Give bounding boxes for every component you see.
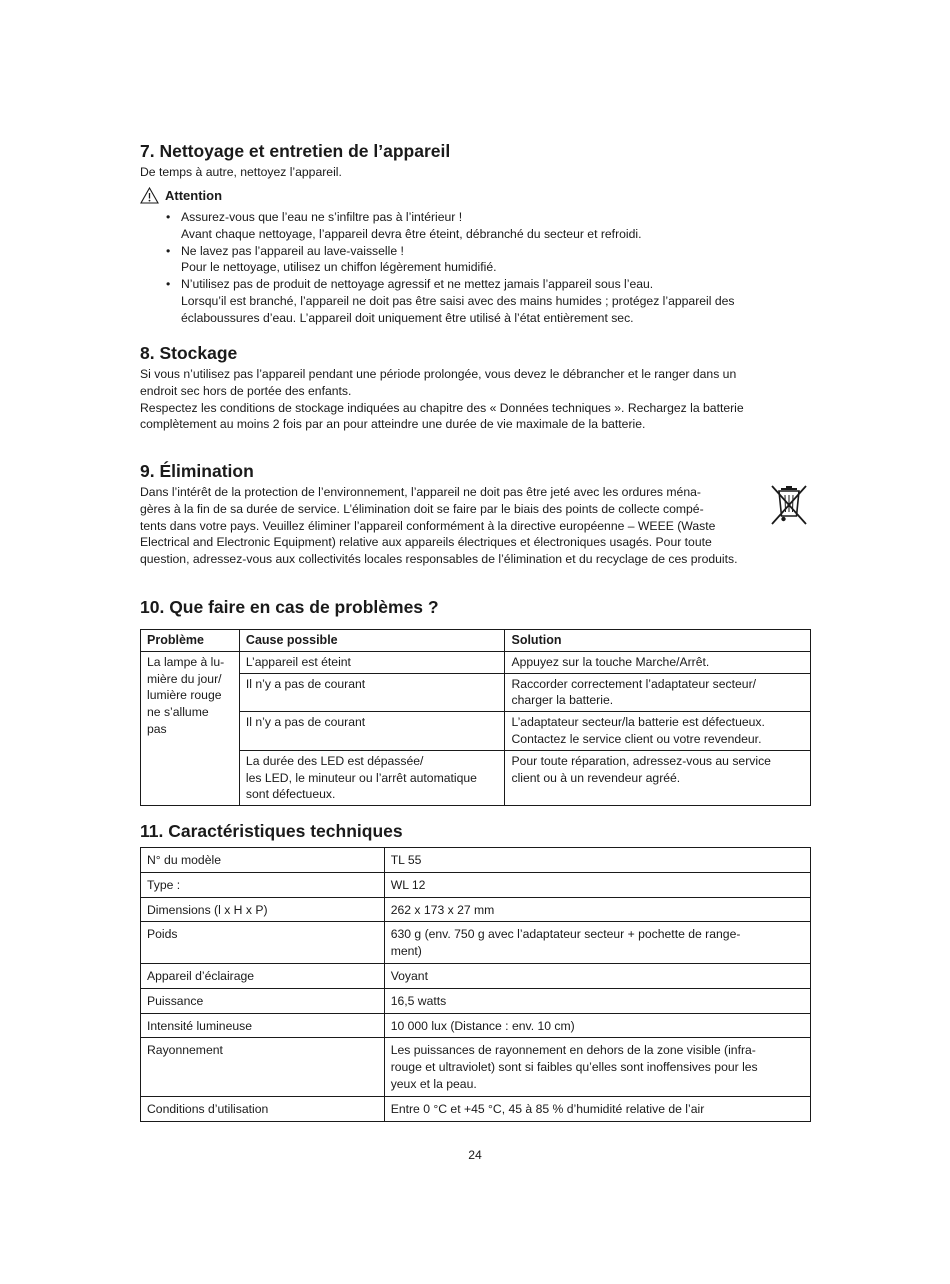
section-10-title: 10. Que faire en cas de problèmes ? — [140, 597, 439, 617]
attention-label: Attention — [165, 188, 223, 203]
cell-line: La durée des LED est dépassée/ — [245, 753, 424, 768]
cell-line: charger la batterie. — [511, 693, 614, 708]
spec-label-cell: Dimensions (l x H x P) — [141, 897, 385, 922]
cell-line: L’appareil est éteint — [245, 654, 351, 669]
table-row — [141, 848, 811, 873]
list-item — [140, 276, 734, 326]
text-line: Dans l’intérêt de la protection de l’environnement, l’appareil ne doit pas être jeté avec les ordures ména- — [140, 485, 701, 499]
cell-line: client ou à un revendeur agréé. — [511, 770, 681, 785]
text-line: Respectez les conditions de stockage indiquées au chapitre des « Données techniques ». Rechargez la batterie — [140, 400, 744, 415]
cell-line: WL 12 — [390, 877, 426, 892]
bullet-line: • Assurez-vous que l’eau ne s’infiltre pas à l’intérieur ! — [181, 210, 463, 224]
cell-line: les LED, le minuteur ou l’arrêt automatique — [245, 770, 477, 785]
cause-cell — [239, 712, 505, 751]
table-row — [141, 712, 811, 751]
cause-cell — [239, 673, 505, 712]
spec-value-cell — [384, 848, 810, 873]
cell-line: yeux et la peau. — [390, 1076, 477, 1091]
attention-list — [140, 209, 734, 327]
cause-cell — [239, 651, 505, 673]
cell-line: La lampe à lu- — [147, 654, 225, 669]
page-number: 24 — [468, 1148, 482, 1162]
bullet-line: • Ne lavez pas l’appareil au lave-vaisselle ! — [181, 243, 404, 258]
section-7-title: 7. Nettoyage et entretien de l’appareil — [140, 141, 451, 161]
spec-label-cell: Conditions d’utilisation — [141, 1096, 385, 1121]
spec-value-cell — [384, 1013, 810, 1038]
cell-line: Contactez le service client ou votre revendeur. — [511, 731, 762, 746]
spec-label-cell: Poids — [141, 922, 385, 964]
cell-line: TL 55 — [390, 853, 422, 867]
spec-label-cell: Intensité lumineuse — [141, 1013, 385, 1038]
table-row — [141, 897, 811, 922]
table-row — [141, 963, 811, 988]
cell-line: Appuyez sur la touche Marche/Arrêt. — [511, 654, 710, 669]
bullet-line: Avant chaque nettoyage, l’appareil devra être éteint, débranché du secteur et refroidi. — [181, 226, 642, 241]
section-7-intro: De temps à autre, nettoyez l’appareil. — [140, 165, 342, 179]
cell-line: lumière rouge — [147, 688, 222, 703]
table-row — [141, 1013, 811, 1038]
cell-line: 16,5 watts — [390, 993, 447, 1008]
warning-triangle-icon — [140, 187, 159, 204]
table-row — [141, 750, 811, 805]
problem-cell — [141, 651, 240, 805]
text-line: endroit sec hors de portée des enfants. — [140, 383, 352, 398]
solution-cell — [505, 750, 811, 805]
column-header: Problème — [141, 630, 240, 652]
spec-label-cell: Rayonnement — [141, 1038, 385, 1096]
solution-cell — [505, 712, 811, 751]
crossed-out-wheelie-bin-icon — [768, 484, 810, 528]
cell-line: Il n’y a pas de courant — [245, 676, 366, 691]
cell-line: Les puissances de rayonnement en dehors de la zone visible (infra- — [390, 1043, 756, 1058]
bullet-line: Lorsqu’il est branché, l’appareil ne doit pas être saisi avec des mains humides ; protégez l’appareil des — [181, 293, 735, 308]
cell-line: Il n’y a pas de courant — [245, 715, 366, 730]
cell-line: ment) — [390, 944, 422, 959]
section-8-body — [140, 366, 744, 433]
text-line: Electrical and Electronic Equipment) relative aux appareils électriques et électroniques usagés. Pour toute — [140, 535, 712, 550]
spec-value-cell — [384, 988, 810, 1013]
section-9-body — [140, 484, 811, 568]
cell-line: mière du jour/ — [147, 671, 222, 686]
table-row — [141, 988, 811, 1013]
table-row — [141, 1038, 811, 1096]
cell-line: ne s’allume — [147, 705, 209, 720]
spec-label-cell: Appareil d’éclairage — [141, 963, 385, 988]
spec-label-cell: Puissance — [141, 988, 385, 1013]
spec-value-cell — [384, 1038, 810, 1096]
cell-line: Voyant — [390, 968, 428, 983]
spec-label-cell: N° du modèle — [141, 848, 385, 873]
section-11-title: 11. Caractéristiques techniques — [140, 821, 403, 841]
spec-value-cell — [384, 897, 810, 922]
bullet-line: éclaboussures d’eau. L’appareil doit uniquement être utilisé à l’état entièrement sec. — [181, 310, 634, 325]
section-8-title: 8. Stockage — [140, 343, 238, 363]
text-line: complètement au moins 2 fois par an pour atteindre une durée de vie maximale de la batterie. — [140, 417, 646, 432]
cell-line: 10 000 lux (Distance : env. 10 cm) — [390, 1018, 575, 1033]
column-header: Solution — [505, 630, 811, 652]
table-row — [141, 651, 811, 673]
table-header-row — [141, 630, 811, 652]
cell-line: 630 g (env. 750 g avec l’adaptateur secteur + pochette de range- — [390, 927, 741, 942]
spec-value-cell — [384, 922, 810, 964]
section-9-title: 9. Élimination — [140, 461, 254, 481]
bullet-line: • N’utilisez pas de produit de nettoyage agressif et ne mettez jamais l’appareil sous l’eau. — [181, 277, 654, 292]
spec-value-cell — [384, 872, 810, 897]
text-line: gères à la fin de sa durée de service. L’élimination doit se faire par le biais des points de collecte compé- — [140, 501, 704, 516]
cause-cell — [239, 750, 505, 805]
text-line: tents dans votre pays. Veuillez éliminer l’appareil conformément à la directive européenne – WEEE (Waste — [140, 518, 716, 533]
cell-line: Raccorder correctement l’adaptateur secteur/ — [511, 676, 757, 691]
table-row — [141, 922, 811, 964]
table-row — [141, 1096, 811, 1121]
table-row — [141, 673, 811, 712]
solution-cell — [505, 673, 811, 712]
cell-line: sont défectueux. — [245, 787, 336, 802]
column-header: Cause possible — [239, 630, 505, 652]
spec-value-cell — [384, 963, 810, 988]
cell-line: 262 x 173 x 27 mm — [390, 902, 495, 917]
text-line: question, adressez-vous aux collectivités locales responsables de l’élimination et du recyclage de ces produits. — [140, 552, 738, 567]
bullet-line: Pour le nettoyage, utilisez un chiffon légèrement humidifié. — [181, 260, 497, 275]
specifications-body — [141, 848, 811, 1122]
attention-heading — [140, 187, 222, 204]
cell-line: rouge et ultraviolet) sont si faibles qu’elles sont inoffensives pour les — [390, 1060, 758, 1075]
table-row — [141, 872, 811, 897]
spec-value-cell — [384, 1096, 810, 1121]
cell-line: L’adaptateur secteur/la batterie est défectueux. — [511, 715, 765, 730]
list-item — [140, 209, 734, 243]
list-item — [140, 243, 734, 277]
troubleshooting-table — [140, 629, 811, 806]
specifications-table — [140, 847, 811, 1122]
cell-line: pas — [147, 721, 167, 736]
text-line: Si vous n’utilisez pas l’appareil pendant une période prolongée, vous devez le débrancher et le ranger dans un — [140, 367, 737, 381]
cell-line: Pour toute réparation, adressez-vous au service — [511, 753, 771, 768]
solution-cell — [505, 651, 811, 673]
spec-label-cell: Type : — [141, 872, 385, 897]
cell-line: Entre 0 °C et +45 °C, 45 à 85 % d’humidité relative de l’air — [390, 1101, 705, 1116]
